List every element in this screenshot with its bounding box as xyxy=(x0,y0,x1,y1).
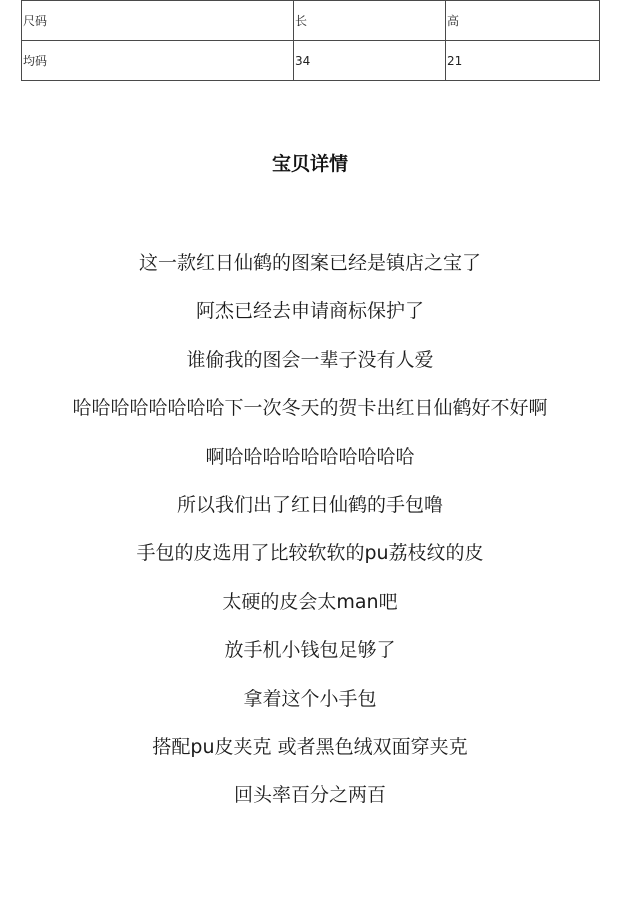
cell-size-value: 均码 xyxy=(22,41,294,81)
header-cell-length: 长 xyxy=(294,1,446,41)
description-line: 这一款红日仙鹤的图案已经是镇店之宝了 xyxy=(138,252,481,274)
table-header-row xyxy=(22,1,600,41)
description-line: 搭配pu皮夹克 或者黑色绒双面穿夹克 xyxy=(152,735,468,758)
description-line: 阿杰已经去申请商标保护了 xyxy=(195,300,424,323)
table-row xyxy=(22,41,600,81)
description-line: 啊哈哈哈哈哈哈哈哈哈哈 xyxy=(205,445,415,468)
description-line: 哈哈哈哈哈哈哈哈下一次冬天的贺卡出红日仙鹤好不好啊 xyxy=(72,397,548,420)
description-line: 拿着这个小手包 xyxy=(243,687,377,710)
section-title: 宝贝详情 xyxy=(271,153,348,175)
header-cell-size: 尺码 xyxy=(22,1,294,41)
cell-length-value: 34 xyxy=(294,41,446,81)
description-line: 放手机小钱包足够了 xyxy=(224,639,396,662)
description-line: 回头率百分之两百 xyxy=(233,784,386,807)
description-line: 所以我们出了红日仙鹤的手包噜 xyxy=(176,493,443,516)
description-lines xyxy=(0,247,620,828)
description-line: 手包的皮选用了比较软软的pu荔枝纹的皮 xyxy=(136,542,484,565)
description-line: 谁偷我的图会一辈子没有人爱 xyxy=(186,348,434,371)
header-cell-height: 高 xyxy=(446,1,600,41)
description-line: 太硬的皮会太man吧 xyxy=(222,590,398,613)
size-table xyxy=(21,0,600,81)
cell-height-value: 21 xyxy=(446,41,600,81)
